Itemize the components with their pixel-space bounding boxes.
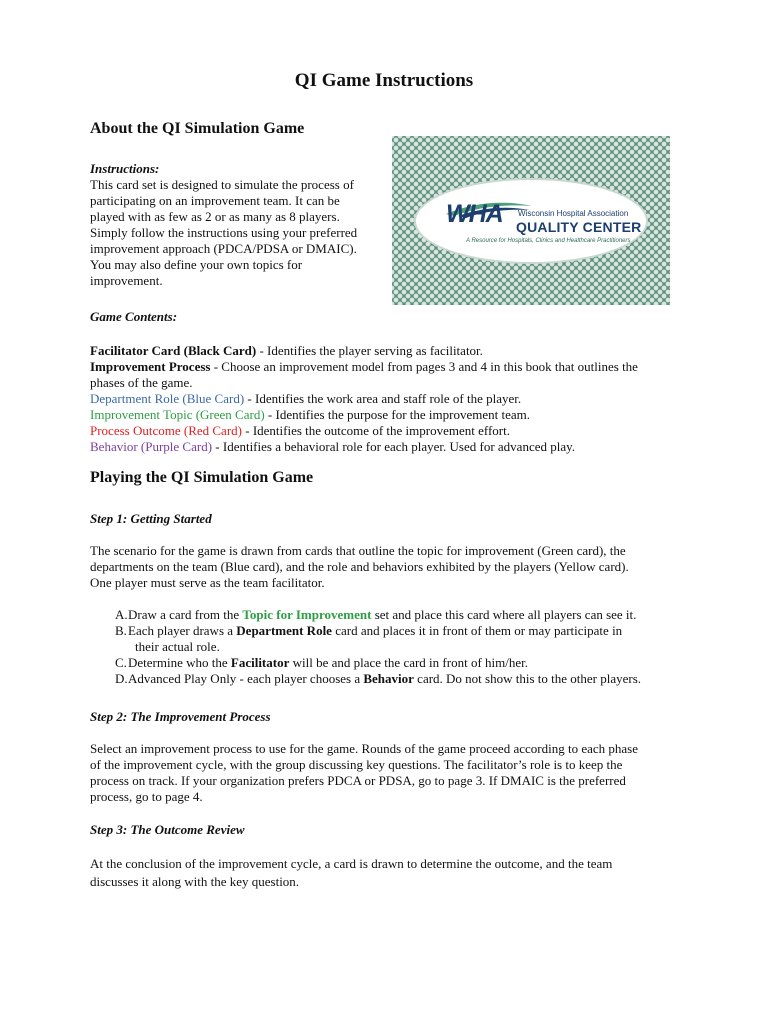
instructions-line: played with as few as 2 or as many as 8 players. — [90, 209, 340, 224]
instructions-line: improvement approach (PDCA/PDSA or DMAIC). — [90, 241, 357, 256]
list-text: Advanced Play Only - each player chooses a — [128, 671, 364, 686]
instructions-line: Simply follow the instructions using your preferred — [90, 225, 358, 240]
contents-name: Behavior (Purple Card) — [90, 439, 213, 454]
step2-line: Select an improvement process to use for the game. Rounds of the game proceed according to each phase — [90, 741, 638, 756]
contents-name: Process Outcome (Red Card) — [90, 423, 242, 438]
instructions-line: improvement. — [90, 273, 163, 288]
list-marker: C. — [115, 655, 127, 670]
list-emphasis: Department Role — [236, 623, 332, 638]
instructions-text — [90, 177, 390, 289]
contents-name: Improvement Topic (Green Card) — [90, 407, 265, 422]
contents-item-department-role — [90, 391, 690, 407]
instructions-label: Instructions: — [90, 161, 160, 176]
contents-item-behavior — [90, 439, 690, 455]
step2-text — [90, 741, 690, 805]
wha-quality-center-logo — [392, 136, 670, 305]
step2-line: process, go to page 4. — [90, 789, 203, 804]
about-heading: About the QI Simulation Game — [90, 120, 305, 137]
step1-line: One player must serve as the team facilitator. — [90, 575, 325, 590]
list-text: Determine who the — [128, 655, 231, 670]
step1-line: departments on the team (Blue card), and the role and behaviors exhibited by the players (Yellow card). — [90, 559, 629, 574]
logo-oval — [416, 180, 646, 262]
step3-line: At the conclusion of the improvement cycle, a card is drawn to determine the outcome, and the team — [90, 856, 613, 871]
logo-mark: WHA — [446, 200, 503, 228]
contents-name: Facilitator Card (Black Card) — [90, 343, 257, 358]
instructions-line: participating on an improvement team. It can be — [90, 193, 340, 208]
list-item — [115, 655, 685, 671]
list-text: card and places it in front of them or may participate in — [331, 623, 623, 638]
instructions-line: You may also define your own topics for — [90, 257, 303, 272]
contents-desc: - Identifies the player serving as facilitator. — [256, 343, 483, 358]
step3-line: discusses it along with the key question. — [90, 874, 300, 889]
instructions-line: This card set is designed to simulate the process of — [90, 177, 354, 192]
step1-line: The scenario for the game is drawn from cards that outline the topic for improvement (Green card), the — [90, 543, 626, 558]
logo-name: QUALITY CENTER — [516, 219, 642, 235]
step2-title: Step 2: The Improvement Process — [90, 709, 271, 724]
logo-tagline: A Resource for Hospitals, Clinics and Healthcare Practitioners — [466, 238, 631, 244]
contents-desc: - Identifies a behavioral role for each player. Used for advanced play. — [212, 439, 576, 454]
list-item — [115, 623, 685, 639]
step1-text — [90, 543, 690, 591]
contents-desc: - Identifies the work area and staff role of the player. — [244, 391, 522, 406]
contents-desc: - Choose an improvement model from pages 3 and 4 in this book that outlines the — [210, 359, 638, 374]
list-marker: D. — [115, 671, 128, 686]
list-text: will be and place the card in front of him/her. — [289, 655, 528, 670]
contents-item-improvement-topic — [90, 407, 690, 423]
step1-list — [115, 607, 685, 687]
step3-text — [90, 855, 690, 891]
step1-title: Step 1: Getting Started — [90, 511, 212, 526]
list-text: card. Do not show this to the other players. — [413, 671, 642, 686]
step2-line: of the improvement cycle, with the group discussing key questions. The facilitator’s role is to keep the — [90, 757, 623, 772]
list-text: their actual role. — [135, 639, 220, 654]
list-emphasis: Behavior — [363, 671, 414, 686]
contents-name: Improvement Process — [90, 359, 211, 374]
game-contents-label: Game Contents: — [90, 309, 178, 324]
page-title: QI Game Instructions — [294, 70, 474, 91]
list-item-continuation — [115, 639, 685, 655]
list-emphasis: Facilitator — [230, 655, 290, 670]
list-text: Each player draws a — [128, 623, 237, 638]
game-contents-list — [90, 343, 690, 455]
contents-name: Department Role (Blue Card) — [90, 391, 245, 406]
step3-title: Step 3: The Outcome Review — [90, 822, 245, 837]
contents-item-continuation: phases of the game. — [90, 375, 193, 390]
contents-desc: - Identifies the purpose for the improvement team. — [264, 407, 530, 422]
list-item — [115, 671, 685, 687]
list-marker: B. — [115, 623, 127, 638]
contents-desc: - Identifies the outcome of the improvement effort. — [242, 423, 510, 438]
list-item — [115, 607, 685, 623]
logo-org: Wisconsin Hospital Association — [518, 209, 629, 218]
step2-line: process on track. If your organization prefers PDCA or PDSA, go to page 3. If DMAIC is the preferred — [90, 773, 626, 788]
contents-item-facilitator — [90, 343, 690, 359]
list-emphasis: Topic for Improvement — [242, 607, 372, 622]
contents-item-process-outcome — [90, 423, 690, 439]
list-text: set and place this card where all players can see it. — [371, 607, 637, 622]
contents-item-improvement-process — [90, 359, 690, 375]
list-marker: A. — [115, 607, 128, 622]
list-text: Draw a card from the — [128, 607, 243, 622]
playing-heading: Playing the QI Simulation Game — [90, 469, 314, 486]
